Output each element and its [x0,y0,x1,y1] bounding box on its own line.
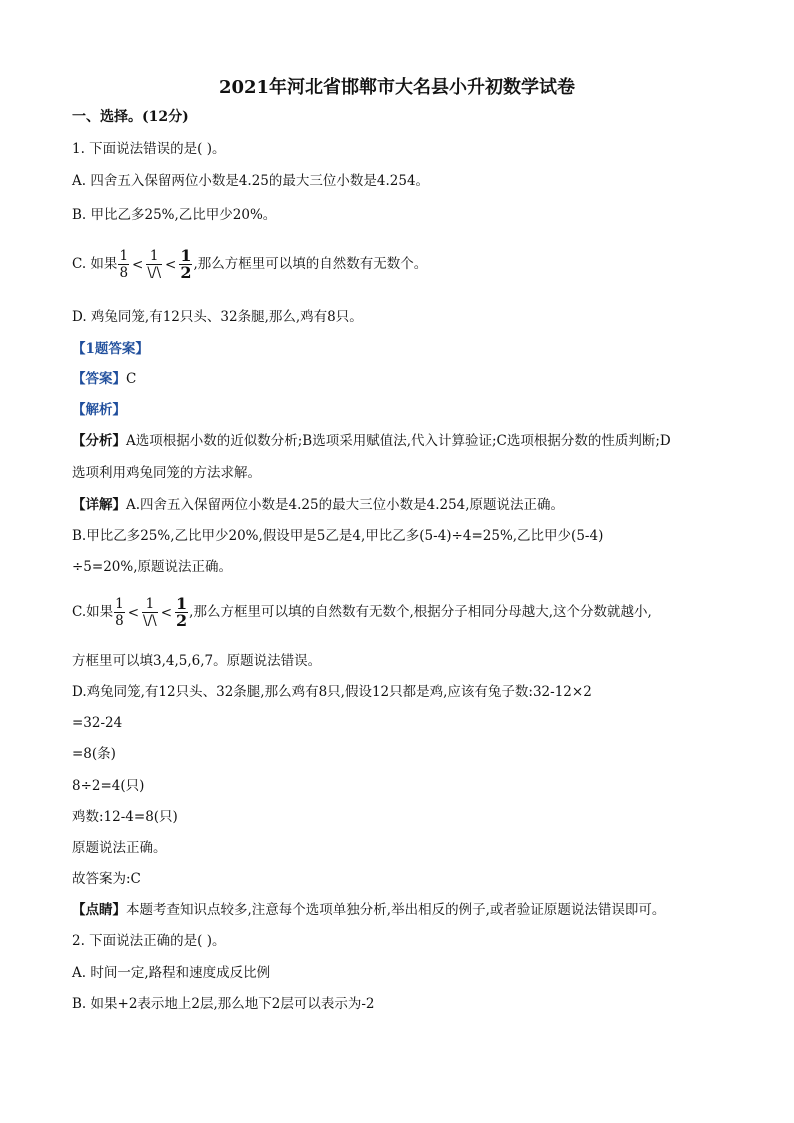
frac-num: 1 [119,248,129,264]
xiangjie-d1: D.鸡兔同笼,有12只头、32条腿,那么鸡有8只,假设12只都是鸡,应该有兔子数:32-12×2 [72,684,592,700]
answer-heading: 【1题答案】 [72,341,149,357]
xiangjie-b2: ÷5=20%,原题说法正确。 [72,559,233,575]
dianjing-line [72,901,665,919]
less-than: < [127,604,140,621]
page-title: 2021年河北省邯郸市大名县小升初数学试卷 [218,77,576,98]
xiangjie-a [72,496,564,514]
section-heading: 一、选择。(12分) [72,109,189,125]
fraction-one-eighth [114,596,125,629]
xiangjie-c2: 方框里可以填3,4,5,6,7。原题说法错误。 [72,653,322,669]
frac-num: 1 [115,596,124,612]
q1-option-c-suffix: ,那么方框里可以填的自然数有无数个。 [193,256,428,272]
q1-option-c [72,248,427,281]
answer-line [72,370,136,388]
q1-option-b: B. 甲比乙多25%,乙比甲少20%。 [72,207,277,223]
q1-option-d: D. 鸡兔同笼,有12只头、32条腿,那么,鸡有8只。 [72,309,363,325]
analysis-heading: 【解析】 [72,402,126,418]
xiangjie-c [72,596,652,629]
less-than: < [132,256,144,273]
frac-den: 2 [176,611,188,630]
xiangjie-d5: 鸡数:12-4=8(只) [72,809,178,825]
fenxi-label: 【分析】 [72,433,126,449]
fraction-box [146,248,162,281]
dianjing-text: 本题考查知识点较多,注意每个选项单独分析,举出相反的例子,或者验证原题说法错误即可。 [126,902,666,918]
xiangjie-c-prefix: C.如果 [72,604,114,620]
frac-num: 1 [142,596,158,613]
q1-option-c-prefix: C. 如果 [72,256,118,272]
less-than: < [160,604,173,621]
frac-den: \/\ [147,265,161,281]
less-than: < [165,256,177,273]
fenxi-text: A选项根据小数的近似数分析;B选项采用赋值法,代入计算验证;C选项根据分数的性质判断;D [126,433,671,449]
frac-num: 1 [146,248,162,265]
xiangjie-b1: B.甲比乙多25%,乙比甲少20%,假设甲是5乙是4,甲比乙多(5-4)÷4=25%,乙比甲少(5-4) [72,528,604,544]
q1-option-a: A. 四舍五入保留两位小数是4.25的最大三位小数是4.254。 [72,173,430,189]
frac-den: 2 [180,263,192,282]
fenxi-line-1 [72,432,671,450]
xiangjie-label: 【详解】 [72,497,126,513]
fraction-box [142,596,158,629]
xiangjie-d6: 原题说法正确。 [72,840,167,856]
xiangjie-d2: =32-24 [72,715,123,731]
q2-option-a: A. 时间一定,路程和速度成反比例 [72,965,271,981]
xiangjie-d4: 8÷2=4(只) [72,778,145,794]
fraction-one-half [179,248,192,281]
q1-stem: 1. 下面说法错误的是( )。 [72,141,226,157]
final-answer: 故答案为:C [72,871,141,887]
fenxi-line-2: 选项利用鸡兔同笼的方法求解。 [72,465,261,481]
xiangjie-c-suffix: ,那么方框里可以填的自然数有无数个,根据分子相同分母越大,这个分数就越小, [189,604,652,620]
dianjing-label: 【点睛】 [72,902,126,918]
q2-option-b: B. 如果+2表示地上2层,那么地下2层可以表示为-2 [72,996,375,1012]
answer-value: C [126,371,137,387]
xiangjie-d3: =8(条) [72,746,116,762]
xiangjie-a-text: A.四舍五入保留两位小数是4.25的最大三位小数是4.254,原题说法正确。 [126,497,565,513]
fraction-one-eighth [118,248,129,281]
frac-den: 8 [119,265,129,281]
answer-label: 【答案】 [72,371,126,387]
frac-den: \/\ [143,613,157,629]
frac-num: 1 [180,246,192,265]
fraction-one-half [175,596,188,629]
frac-num: 1 [176,594,188,613]
frac-den: 8 [115,613,124,629]
q2-stem: 2. 下面说法正确的是( )。 [72,933,226,949]
